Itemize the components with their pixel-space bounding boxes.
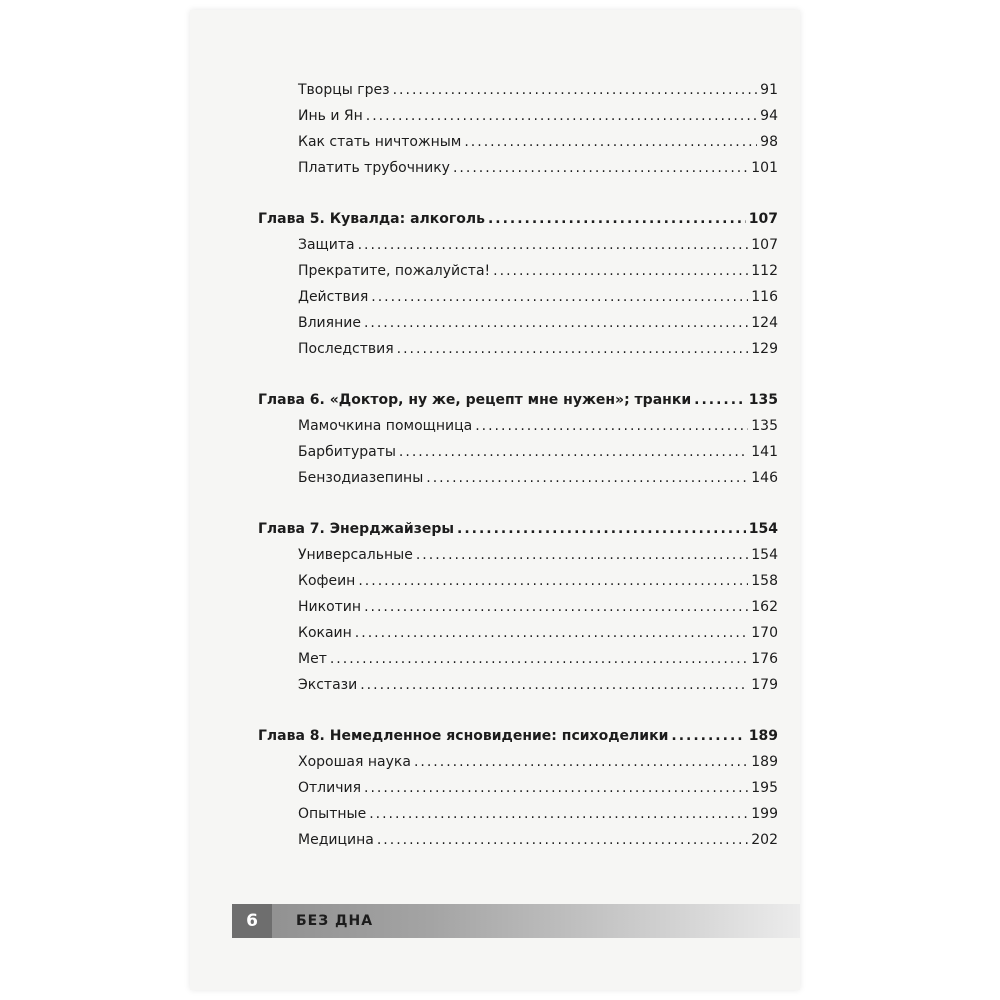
toc-section-entry [298, 832, 778, 854]
toc-section-entry [298, 470, 778, 492]
toc-section-entry [298, 289, 778, 311]
toc-entry-page-number: 202 [751, 832, 778, 848]
toc-entry-page-number: 154 [748, 521, 778, 537]
toc-entry-title: Глава 8. Немедленное ясновидение: психоделики [258, 728, 669, 744]
toc-entry-page-number: 146 [751, 470, 778, 486]
toc-section-entry [298, 806, 778, 828]
toc-section-entry [298, 573, 778, 595]
toc-entry-page-number: 195 [751, 780, 778, 796]
dot-leader [364, 780, 748, 796]
dot-leader [399, 444, 748, 460]
toc-entry-page-number: 199 [751, 806, 778, 822]
toc-entry-page-number: 98 [760, 134, 778, 150]
dot-leader [694, 392, 746, 408]
toc-section-entry [298, 651, 778, 673]
toc-section-entry [298, 547, 778, 569]
toc-entry-page-number: 189 [748, 728, 778, 744]
toc-entry-title: Мамочкина помощница [298, 418, 473, 434]
toc-entry-title: Кофеин [298, 573, 356, 589]
toc-section-entry [298, 599, 778, 621]
toc-entry-title: Глава 7. Энерджайзеры [258, 521, 455, 537]
toc-section-entry [298, 418, 778, 440]
toc-chapter-entry [258, 728, 778, 750]
dot-leader [330, 651, 748, 667]
toc-entry-title: Бензодиазепины [298, 470, 424, 486]
dot-leader [360, 677, 748, 693]
toc-entry-title: Отличия [298, 780, 362, 796]
toc-entry-title: Глава 5. Кувалда: алкоголь [258, 211, 485, 227]
toc-entry-page-number: 91 [760, 82, 778, 98]
dot-leader [366, 108, 757, 124]
toc-entry-page-number: 129 [751, 341, 778, 357]
dot-leader [371, 289, 748, 305]
toc-entry-title: Творцы грез [298, 82, 390, 98]
toc-chapter-entry [258, 521, 778, 543]
toc-entry-page-number: 107 [751, 237, 778, 253]
toc-entry-page-number: 101 [751, 160, 778, 176]
toc-entry-title: Мет [298, 651, 327, 667]
dot-leader [671, 728, 745, 744]
toc-entry-title: Опытные [298, 806, 367, 822]
toc-entry-title: Инь и Ян [298, 108, 363, 124]
toc-entry-page-number: 116 [751, 289, 778, 305]
toc-entry-title: Глава 6. «Доктор, ну же, рецепт мне нужен»; транки [258, 392, 692, 408]
dot-leader [377, 832, 748, 848]
book-page [190, 10, 800, 990]
toc-entry-page-number: 135 [748, 392, 778, 408]
dot-leader [414, 754, 748, 770]
dot-leader [364, 599, 748, 615]
toc-section-entry [298, 625, 778, 647]
toc-entry-page-number: 135 [751, 418, 778, 434]
toc-entry-title: Медицина [298, 832, 374, 848]
toc-entry-page-number: 154 [751, 547, 778, 563]
toc-entry-title: Влияние [298, 315, 361, 331]
page-footer [232, 904, 800, 938]
toc-entry-title: Защита [298, 237, 355, 253]
dot-leader [488, 211, 746, 227]
toc-entry-title: Кокаин [298, 625, 352, 641]
toc-entry-page-number: 179 [751, 677, 778, 693]
toc-entry-title: Никотин [298, 599, 362, 615]
dot-leader [397, 341, 749, 357]
dot-leader [426, 470, 748, 486]
toc-entry-title: Барбитураты [298, 444, 396, 460]
toc-entry-page-number: 141 [751, 444, 778, 460]
dot-leader [358, 237, 749, 253]
toc-section-entry [298, 754, 778, 776]
dot-leader [358, 573, 748, 589]
toc-section-entry [298, 134, 778, 156]
toc-section-entry [298, 263, 778, 285]
dot-leader [453, 160, 748, 176]
toc-chapter-entry [258, 211, 778, 233]
dot-leader [393, 82, 758, 98]
toc-section-entry [298, 108, 778, 130]
toc-section-entry [298, 677, 778, 699]
toc-entry-title: Экстази [298, 677, 358, 693]
toc-entry-page-number: 158 [751, 573, 778, 589]
toc-entry-title: Как стать ничтожным [298, 134, 462, 150]
toc-section-entry [298, 315, 778, 337]
toc-section-entry [298, 160, 778, 182]
toc-entry-title: Универсальные [298, 547, 413, 563]
running-title: БЕЗ ДНА [296, 913, 374, 929]
toc-section-entry [298, 237, 778, 259]
toc-section-entry [298, 82, 778, 104]
toc-entry-page-number: 176 [751, 651, 778, 667]
toc-section-entry [298, 444, 778, 466]
dot-leader [364, 315, 748, 331]
dot-leader [464, 134, 757, 150]
toc-entry-title: Последствия [298, 341, 394, 357]
page-number: 6 [232, 904, 272, 938]
toc-entry-page-number: 124 [751, 315, 778, 331]
toc-chapter-entry [258, 392, 778, 414]
dot-leader [475, 418, 748, 434]
dot-leader [493, 263, 748, 279]
toc-section-entry [298, 341, 778, 363]
toc-entry-title: Платить трубочнику [298, 160, 450, 176]
toc-entry-page-number: 112 [751, 263, 778, 279]
toc-entry-title: Хорошая наука [298, 754, 411, 770]
dot-leader [355, 625, 748, 641]
dot-leader [369, 806, 748, 822]
toc-entry-page-number: 94 [760, 108, 778, 124]
toc-entry-title: Прекратите, пожалуйста! [298, 263, 491, 279]
toc-entry-page-number: 189 [751, 754, 778, 770]
toc-entry-page-number: 107 [748, 211, 778, 227]
dot-leader [457, 521, 746, 537]
toc-entry-title: Действия [298, 289, 369, 305]
dot-leader [416, 547, 748, 563]
toc-section-entry [298, 780, 778, 802]
toc-entry-page-number: 170 [751, 625, 778, 641]
toc-entry-page-number: 162 [751, 599, 778, 615]
